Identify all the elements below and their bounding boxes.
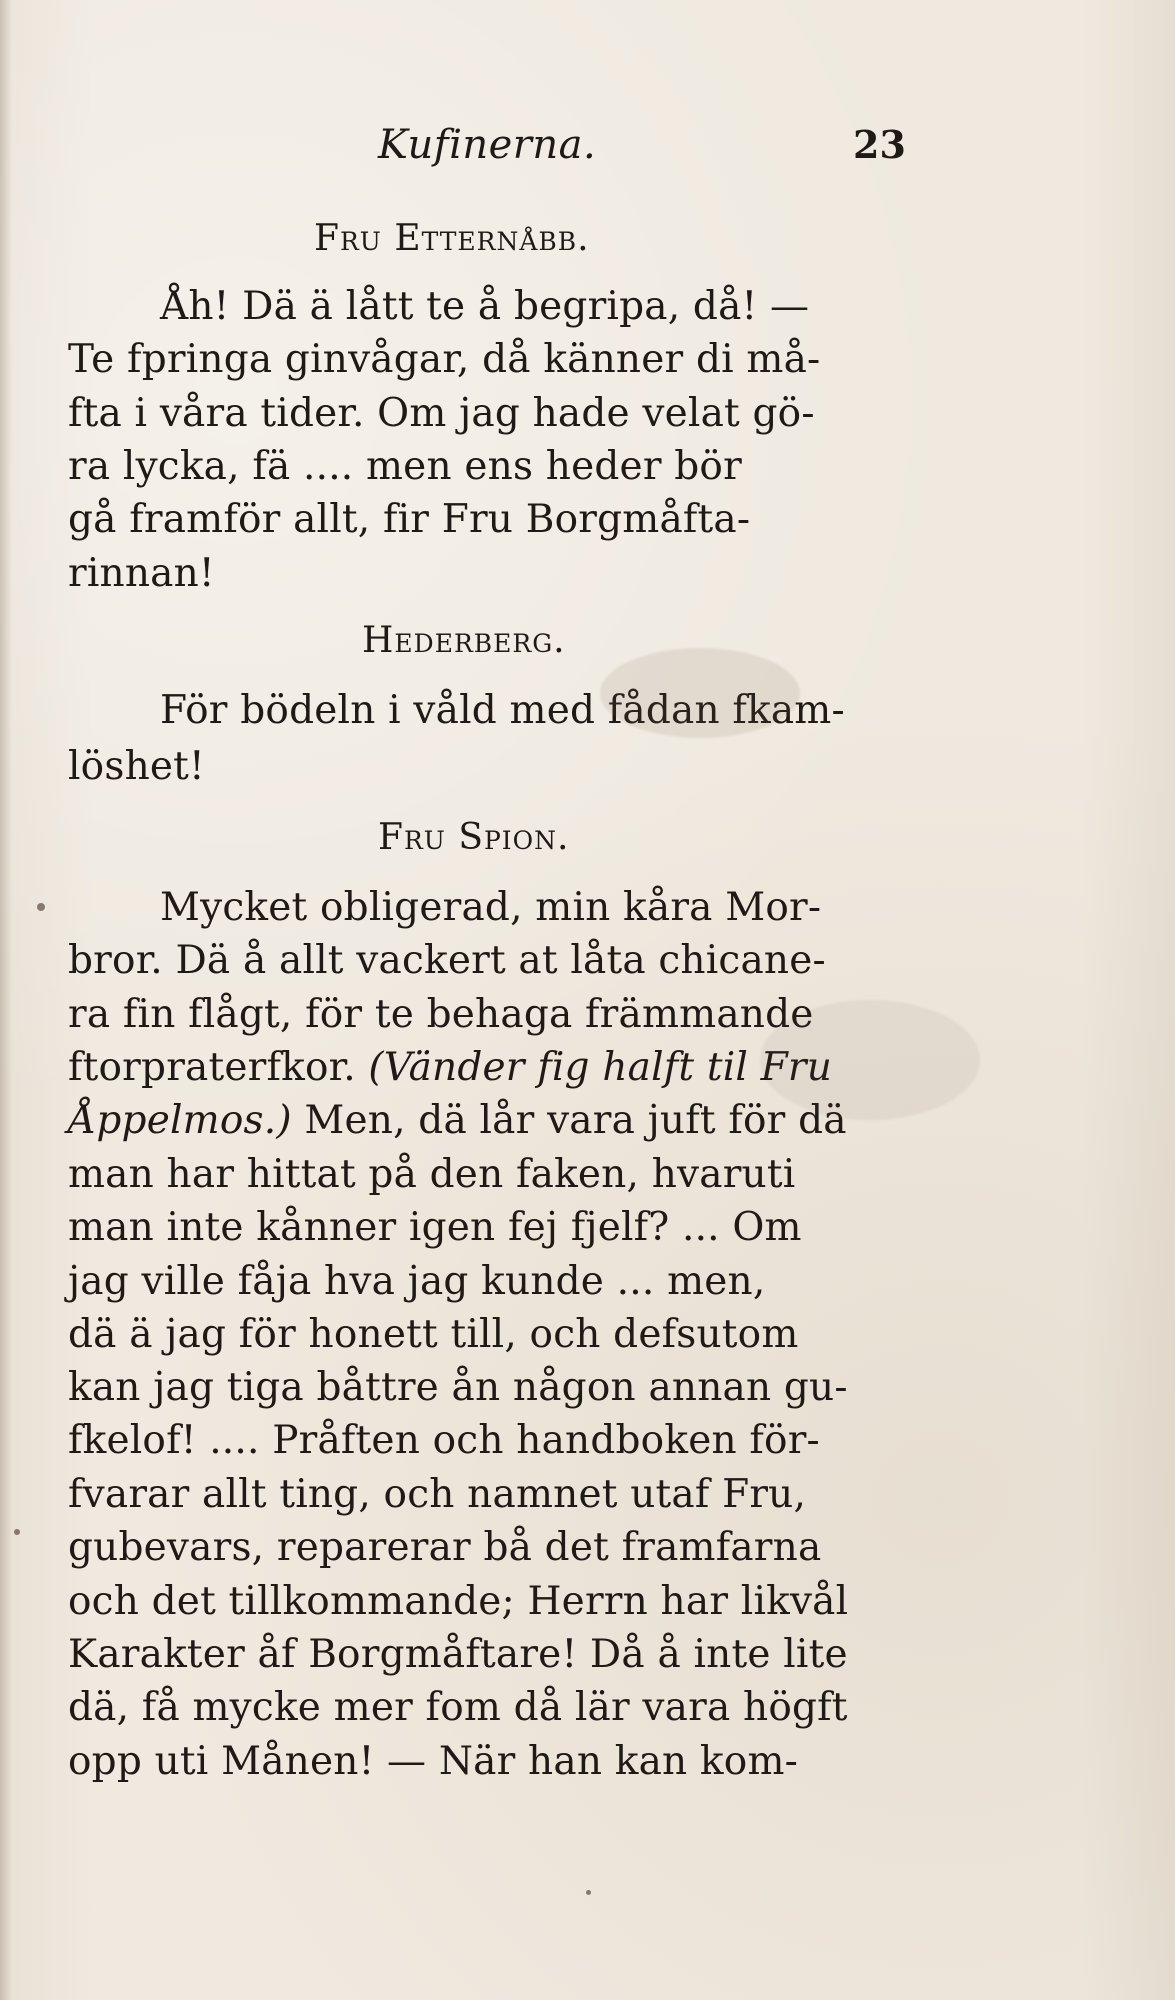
- text-line: dä, få mycke mer fom då lär vara högft: [68, 1685, 848, 1730]
- text-fragment: ftorpraterfkor.: [68, 1045, 369, 1090]
- text-line: gå framför allt, fir Fru Borgmåfta-: [68, 497, 751, 542]
- speaker-fru-spion: Fru Spion.: [378, 817, 570, 858]
- page-spine-shadow: [0, 0, 12, 2000]
- text-line: Mycket obligerad, min kåra Mor-: [160, 885, 822, 930]
- text-line: bror. Dä å allt vackert at låta chicane-: [68, 938, 826, 983]
- page-number: 23: [853, 122, 906, 167]
- text-line: dä ä jag för honett till, och defsutom: [68, 1312, 799, 1357]
- stage-direction-part: (Vänder fig halft til Fru: [368, 1045, 833, 1090]
- running-head: Kufinerna.: [378, 122, 597, 168]
- text-line: Åh! Dä ä lått te å begripa, då! —: [160, 284, 810, 329]
- text-line: fvarar allt ting, och namnet utaf Fru,: [68, 1472, 807, 1517]
- page-smudge: [600, 648, 800, 738]
- text-line: jag ville fåja hva jag kunde ... men,: [68, 1259, 766, 1304]
- text-line: man inte kånner igen fej fjelf? ... Om: [68, 1205, 802, 1250]
- text-line: löshet!: [68, 744, 205, 789]
- text-line: fta i våra tider. Om jag hade velat gö-: [68, 391, 815, 436]
- text-line: opp uti Månen! — När han kan kom-: [68, 1739, 799, 1784]
- text-fragment: Men, dä lår vara juft för dä: [304, 1098, 847, 1143]
- text-line: ra fin flågt, för te behaga främmande: [68, 992, 814, 1037]
- text-line: man har hittat på den faken, hvaruti: [68, 1152, 796, 1197]
- page-speck: [37, 903, 45, 911]
- text-line-with-stage-direction: [68, 1098, 928, 1143]
- page-speck: [586, 1890, 591, 1895]
- stage-direction-part: Åppelmos.): [68, 1098, 292, 1143]
- page-speck: [14, 1529, 20, 1535]
- text-line: För bödeln i våld med fådan fkam-: [160, 688, 845, 733]
- text-line: Te fpringa ginvågar, då känner di må-: [68, 337, 821, 382]
- text-line: och det tillkommande; Herrn har likvål: [68, 1579, 849, 1624]
- text-line: ra lycka, fä .... men ens heder bör: [68, 444, 742, 489]
- text-line: kan jag tiga båttre ån någon annan gu-: [68, 1365, 848, 1410]
- speaker-fru-etternabb: Fru Etternåbb.: [314, 218, 590, 259]
- page-smudge: [760, 1000, 980, 1120]
- text-line: Karakter åf Borgmåftare! Då å inte lite: [68, 1632, 848, 1677]
- speaker-hederberg: Hederberg.: [362, 620, 566, 661]
- text-line: fkelof! .... Pråften och handboken för-: [68, 1418, 820, 1463]
- text-line: gubevars, reparerar bå det framfarna: [68, 1525, 822, 1570]
- text-line: rinnan!: [68, 551, 215, 596]
